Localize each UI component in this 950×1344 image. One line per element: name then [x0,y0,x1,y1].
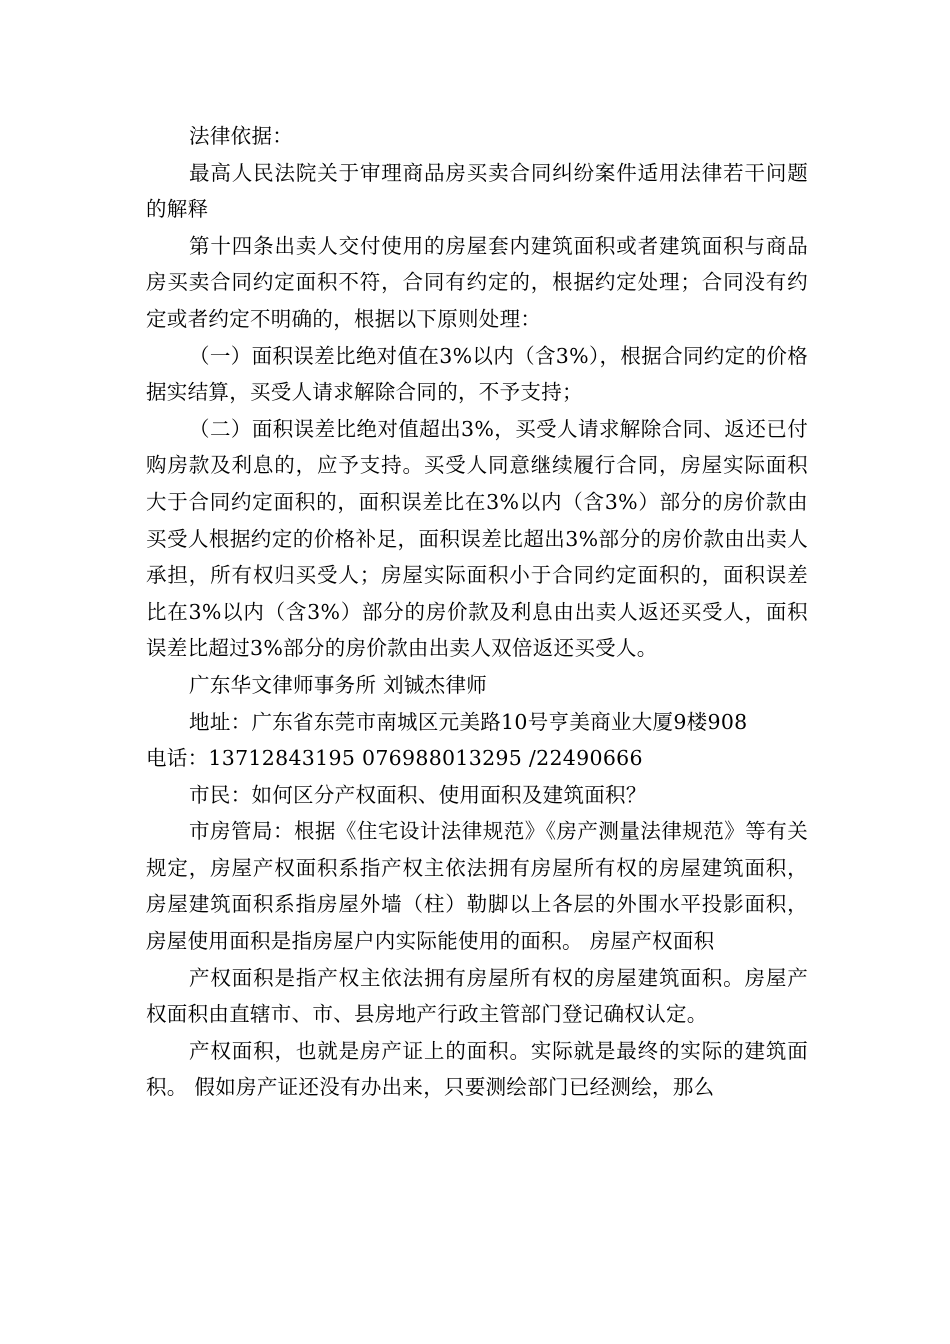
housing-bureau-answer: 市房管局：根据《住宅设计法律规范》《房产测量法律规范》等有关规定，房屋产权面积系指产权主依法拥有房屋所有权的房屋建筑面积，房屋建筑面积系指房屋外墙（柱）勒脚以上各层的外围水平投影面积，房屋使用面积是指房屋户内实际能使用的面积。 房屋产权面积 [146,819,808,954]
clause-one-paragraph: （一）面积误差比绝对值在3%以内（含3%），根据合同约定的价格据实结算，买受人请求解除合同的，不予支持； [146,343,808,405]
clause-two-paragraph: （二）面积误差比绝对值超出3%，买受人请求解除合同、返还已付购房款及利息的，应予支持。买受人同意继续履行合同，房屋实际面积大于合同约定面积的，面积误差比在3%以内（含3%）部分的房价款由买受人根据约定的价格补足，面积误差比超出3%部分的房价款由出卖人承担，所有权归买受人；房屋实际面积小于合同约定面积的，面积误差比在3%以内（含3%）部分的房价款及利息由出卖人返还买受人，面积误差比超过3%部分的房价款由出卖人双倍返还买受人。 [146,416,808,661]
article-14-paragraph: 第十四条出卖人交付使用的房屋套内建筑面积或者建筑面积与商品房买卖合同约定面积不符，合同有约定的，根据约定处理；合同没有约定或者约定不明确的，根据以下原则处理： [146,233,808,331]
phone-line: 电话：13712843195 076988013295 /22490666 [146,746,643,771]
legal-basis-heading: 法律依据： [189,124,294,148]
address-line: 地址：广东省东莞市南城区元美路10号亨美商业大厦9楼908 [189,709,748,734]
document-body [146,118,808,1106]
law-firm-line: 广东华文律师事务所 刘铖杰律师 [189,672,488,697]
citizen-question: 市民：如何区分产权面积、使用面积及建筑面积？ [189,782,647,807]
property-area-explanation: 产权面积，也就是房产证上的面积。实际就是最终的实际的建筑面积。 假如房产证还没有办出来，只要测绘部门已经测绘，那么 [146,1038,808,1100]
interpretation-title: 最高人民法院关于审理商品房买卖合同纠纷案件适用法律若干问题的解释 [146,160,808,222]
property-area-definition: 产权面积是指产权主依法拥有房屋所有权的房屋建筑面积。房屋产权面积由直辖市、市、县房地产行政主管部门登记确权认定。 [146,965,808,1027]
